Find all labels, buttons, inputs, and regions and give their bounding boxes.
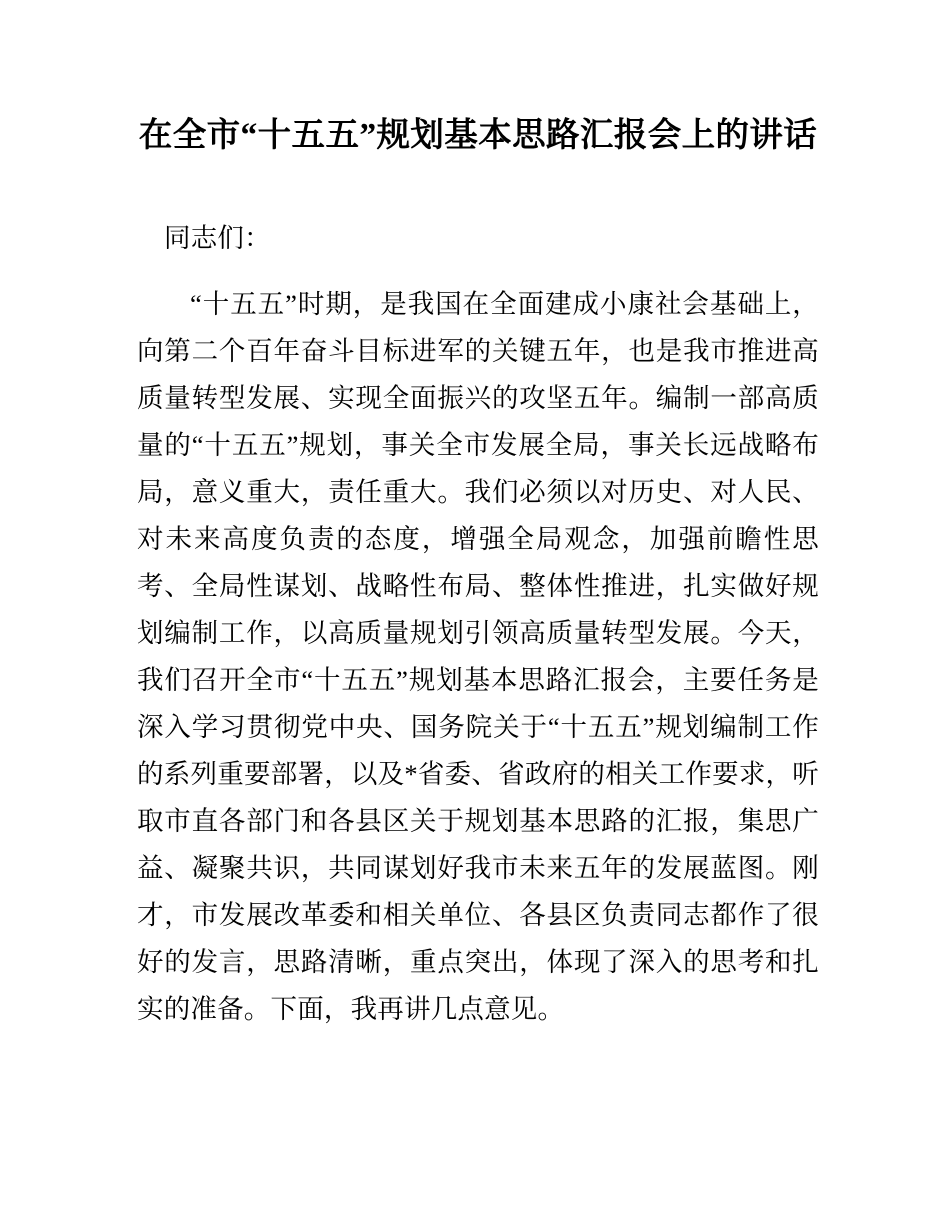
- document-body: [137, 159, 819, 1033]
- document-content-column: [137, 0, 819, 1033]
- body-paragraph-1: “十五五”时期，是我国在全面建成小康社会基础上，向第二个百年奋斗目标进军的关键五年，也是我市推进高质量转型发展、实现全面振兴的攻坚五年。编制一部高质量的“十五五”规划，事关全市发展全局，事关长远战略布局，意义重大，责任重大。我们必须以对历史、对人民、对未来高度负责的态度，增强全局观念，加强前瞻性思考、全局性谋划、战略性布局、整体性推进，扎实做好规划编制工作，以高质量规划引领高质量转型发展。今天，我们召开全市“十五五”规划基本思路汇报会，主要任务是深入学习贯彻党中央、国务院关于“十五五”规划编制工作的系列重要部署，以及*省委、省政府的相关工作要求，听取市直各部门和各县区关于规划基本思路的汇报，集思广益、凝聚共识，共同谋划好我市未来五年的发展蓝图。刚才，市发展改革委和相关单位、各县区负责同志都作了很好的发言，思路清晰，重点突出，体现了深入的思考和扎实的准备。下面，我再讲几点意见。: [137, 289, 819, 1024]
- page-title: 在全市“十五五”规划基本思路汇报会上的讲话: [138, 117, 818, 154]
- salutation: 同志们：: [164, 223, 271, 253]
